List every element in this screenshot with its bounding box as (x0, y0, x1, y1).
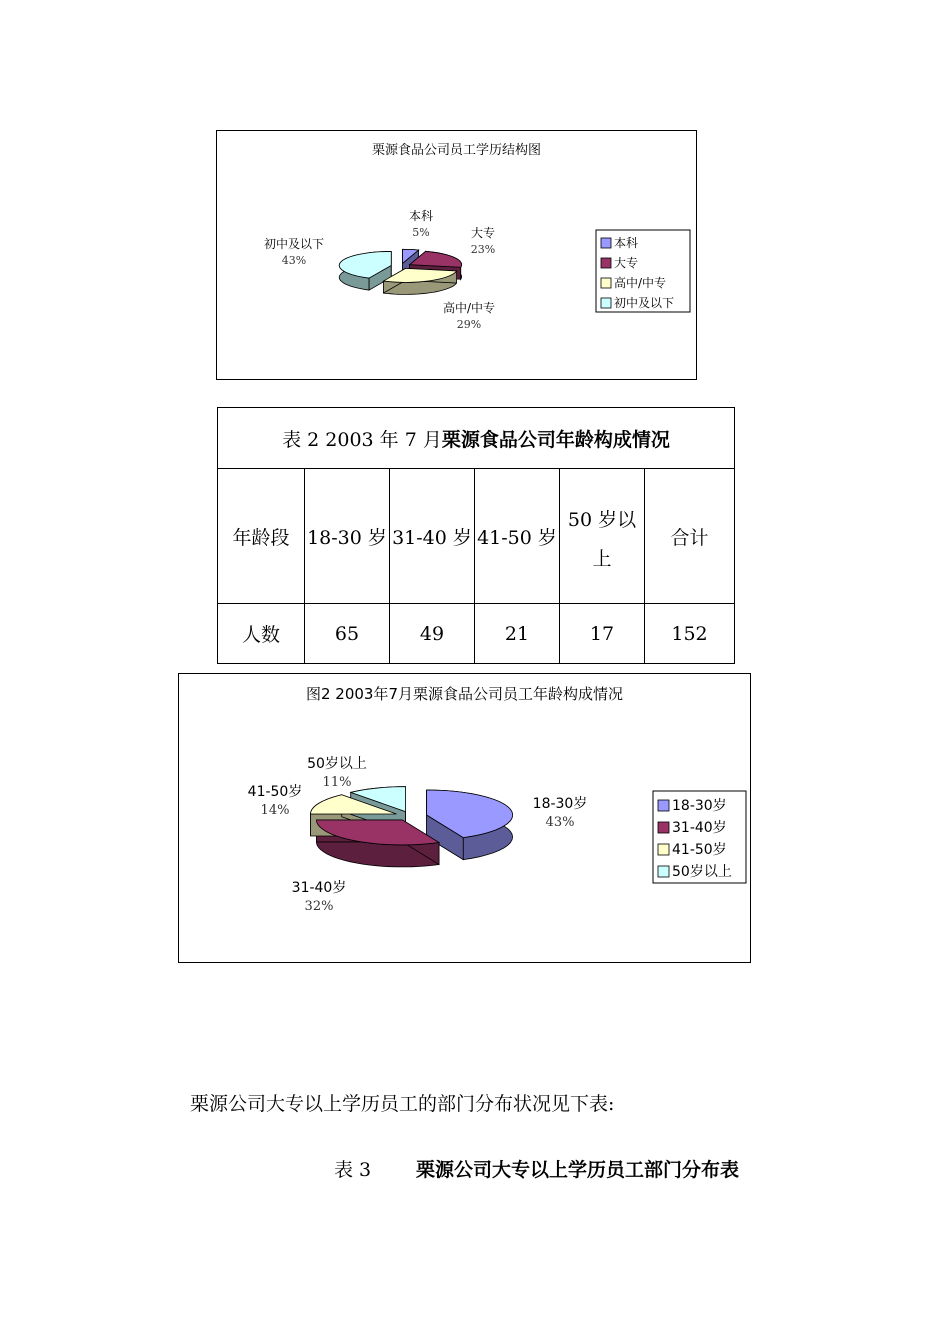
body-paragraph: 栗源公司大专以上学历员工的部门分布状况见下表: (190, 1093, 615, 1115)
chart1-label-0: 本科 (408, 209, 434, 223)
chart1-plot (217, 131, 696, 379)
chart2-legend-swatch-2 (658, 844, 669, 855)
chart2-label-0: 18-30岁 (532, 796, 588, 812)
header-50-plus (560, 469, 645, 604)
cell-50-plus: 17 (560, 604, 645, 664)
header-18-30: 18-30 岁 (305, 469, 390, 604)
cell-18-30: 65 (305, 604, 390, 664)
chart1-label-1: 大专 (470, 226, 496, 240)
header-50-plus-line1: 50 岁以 (567, 509, 637, 531)
chart1-legend-swatch-0 (601, 238, 611, 248)
chart1-legend-label-0: 本科 (614, 236, 639, 250)
chart2-legend-label-2: 41-50岁 (672, 842, 727, 858)
table2-caption-prefix: 表 2 2003 年 7 月 (282, 428, 442, 451)
chart1-legend-label-2: 高中/中专 (614, 276, 667, 290)
chart1-legend-swatch-2 (601, 278, 611, 288)
age-pie-chart (178, 673, 751, 963)
chart2-value-label-2: 14% (260, 803, 290, 818)
header-age-group: 年龄段 (218, 469, 305, 604)
header-41-50: 41-50 岁 (475, 469, 560, 604)
age-composition-table (217, 407, 735, 664)
chart2-label-3: 50岁以上 (307, 756, 367, 772)
chart1-legend-swatch-3 (601, 298, 611, 308)
chart2-label-1: 31-40岁 (291, 880, 347, 896)
chart2-value-label-0: 43% (545, 815, 575, 830)
table3-caption-number: 表 3 (334, 1159, 372, 1181)
education-pie-chart (216, 130, 697, 380)
chart1-value-label-3: 43% (281, 254, 307, 267)
chart2-plot (179, 674, 750, 962)
table2-caption (218, 408, 735, 469)
chart1-legend-swatch-1 (601, 258, 611, 268)
chart1-value-label-2: 29% (456, 318, 482, 331)
chart2-value-label-1: 32% (304, 899, 334, 914)
chart1-value-label-0: 5% (412, 226, 430, 239)
header-50-plus-line2: 上 (592, 548, 612, 570)
chart2-legend-label-1: 31-40岁 (672, 820, 727, 836)
table3-caption-title: 栗源公司大专以上学历员工部门分布表 (416, 1159, 740, 1181)
chart1-title: 栗源食品公司员工学历结构图 (371, 143, 541, 158)
row-label-count: 人数 (218, 604, 305, 664)
chart1-label-2: 高中/中专 (442, 301, 496, 315)
chart2-label-2: 41-50岁 (247, 784, 303, 800)
chart1-legend-label-3: 初中及以下 (614, 296, 675, 310)
chart1-legend-label-1: 大专 (614, 256, 639, 270)
chart1-value-label-1: 23% (470, 243, 496, 256)
chart2-legend-label-3: 50岁以上 (672, 864, 732, 880)
chart2-legend-swatch-3 (658, 866, 669, 877)
chart1-label-3: 初中及以下 (263, 237, 325, 251)
chart2-value-label-3: 11% (322, 775, 352, 790)
cell-total: 152 (645, 604, 735, 664)
chart2-legend-swatch-1 (658, 822, 669, 833)
chart2-title: 图2 2003年7月栗源食品公司员工年龄构成情况 (305, 685, 624, 703)
header-31-40: 31-40 岁 (390, 469, 475, 604)
header-total: 合计 (645, 469, 735, 604)
cell-31-40: 49 (390, 604, 475, 664)
chart2-legend-swatch-0 (658, 800, 669, 811)
cell-41-50: 21 (475, 604, 560, 664)
table2-caption-title: 栗源食品公司年龄构成情况 (441, 428, 670, 451)
chart2-legend-label-0: 18-30岁 (672, 798, 727, 814)
